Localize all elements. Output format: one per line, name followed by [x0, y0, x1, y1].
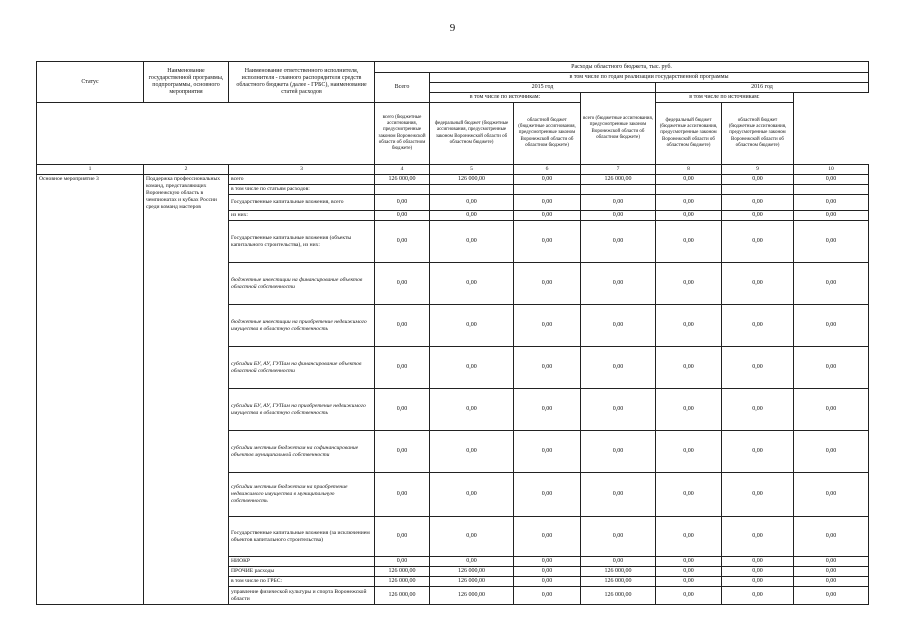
row-name: ПРОЧИЕ расходы [229, 567, 375, 577]
value-cell: 0,00 [722, 305, 794, 347]
value-cell: 126 000,00 [430, 567, 514, 577]
value-cell: 0,00 [656, 517, 722, 557]
row-name: всего [229, 175, 375, 185]
value-cell: 0,00 [722, 263, 794, 305]
value-cell: 0,00 [514, 175, 581, 185]
value-cell: 0,00 [722, 347, 794, 389]
value-cell: 126 000,00 [375, 577, 430, 587]
row-name: бюджетные инвестиции на приобретение недвижимого имущества в областную собственность [229, 305, 375, 347]
col-num: 4 [375, 165, 430, 175]
row-name: субсидии местным бюджетам на софинансирование объектов муниципальной собственности [229, 431, 375, 473]
value-cell: 0,00 [656, 211, 722, 221]
value-cell: 0,00 [656, 587, 722, 605]
row-name: в том числе по ГРБС: [229, 577, 375, 587]
col-num: 2 [144, 165, 229, 175]
value-cell: 0,00 [514, 473, 581, 517]
value-cell: 0,00 [430, 347, 514, 389]
value-cell: 0,00 [430, 431, 514, 473]
value-cell: 0,00 [722, 389, 794, 431]
value-cell: 0,00 [581, 517, 656, 557]
header-col8: всего (бюджетные ассигнования, предусмотренные законом Воронежской области об областном бюджете) [581, 93, 656, 165]
value-cell: 0,00 [794, 567, 869, 577]
value-cell: 0,00 [722, 587, 794, 605]
value-cell: 0,00 [581, 195, 656, 211]
value-cell: 0,00 [581, 221, 656, 263]
value-cell: 0,00 [430, 389, 514, 431]
header-col5: всего (бюджетные ассигнования, предусмотренные законом Воронежской области об областном бюджете) [375, 103, 430, 165]
value-cell: 0,00 [430, 211, 514, 221]
row-name: бюджетные инвестиции на финансирование объектов областной собственности [229, 263, 375, 305]
col-num: 6 [514, 165, 581, 175]
value-cell: 0,00 [430, 195, 514, 211]
header-expenses-title: Расходы областного бюджета, тыс. руб. [375, 62, 869, 73]
value-cell: 0,00 [514, 577, 581, 587]
value-cell: 0,00 [656, 347, 722, 389]
header-year-2015: 2015 год [430, 83, 656, 93]
col-num: 7 [581, 165, 656, 175]
budget-table [36, 61, 869, 605]
value-cell: 0,00 [794, 347, 869, 389]
value-cell: 0,00 [375, 195, 430, 211]
value-cell: 0,00 [722, 431, 794, 473]
value-cell: 0,00 [375, 431, 430, 473]
page-number: 9 [449, 22, 456, 34]
value-cell: 126 000,00 [375, 587, 430, 605]
value-cell: 126 000,00 [430, 577, 514, 587]
value-cell: 0,00 [794, 557, 869, 567]
value-cell: 0,00 [430, 517, 514, 557]
value-cell: 0,00 [722, 567, 794, 577]
value-cell: 0,00 [656, 221, 722, 263]
value-cell: 0,00 [656, 389, 722, 431]
header-2015-sources: в том числе по источникам: [430, 93, 581, 103]
header-by-years: в том числе по годам реализации государственной программы [430, 73, 869, 83]
value-cell: 0,00 [581, 305, 656, 347]
value-cell: 0,00 [794, 211, 869, 221]
row-name: субсидии БУ, АУ, ГУПам на приобретение недвижимого имущества в областную собственность [229, 389, 375, 431]
value-cell: 0,00 [514, 517, 581, 557]
col-num: 1 [37, 165, 144, 175]
value-cell: 0,00 [794, 221, 869, 263]
value-cell: 126 000,00 [581, 577, 656, 587]
header-col6b: федеральный бюджет (бюджетные ассигнования, предусмотренные законом Воронежской области об областном бюджете) [430, 103, 514, 165]
value-cell: 0,00 [514, 587, 581, 605]
value-cell: 126 000,00 [430, 587, 514, 605]
value-cell: 126 000,00 [581, 587, 656, 605]
value-cell: 126 000,00 [375, 567, 430, 577]
header-row-5 [37, 103, 869, 165]
value-cell: 126 000,00 [581, 567, 656, 577]
header-executor: Наименование ответственного исполнителя, исполнителя - главного распорядителя средств областного бюджета (далее - ГРБС), наименование статей расходов [229, 62, 375, 103]
header-vsego: Всего [375, 73, 430, 103]
value-cell: 0,00 [514, 195, 581, 211]
value-cell: 0,00 [581, 211, 656, 221]
header-row-1 [37, 62, 869, 73]
value-cell: 0,00 [375, 517, 430, 557]
value-cell: 0,00 [514, 347, 581, 389]
value-cell: 0,00 [794, 587, 869, 605]
value-cell: 0,00 [430, 263, 514, 305]
value-cell: 0,00 [430, 221, 514, 263]
value-cell: 0,00 [794, 473, 869, 517]
row-name: из них: [229, 211, 375, 221]
row-name: субсидии БУ, АУ, ГУПам на финансирование объектов областной собственности [229, 347, 375, 389]
value-cell: 0,00 [430, 473, 514, 517]
status-cell: Основное мероприятие 3 [37, 175, 144, 605]
value-cell: 0,00 [794, 517, 869, 557]
header-col7: областной бюджет (бюджетные ассигнования, предусмотренные законом Воронежской области об областном бюджете) [514, 103, 581, 165]
header-2016-sources: в том числе по источникам: [656, 93, 794, 103]
row-name: субсидии местным бюджетам на приобретение недвижимого имущества в муниципальную собственность [229, 473, 375, 517]
value-cell: 126 000,00 [430, 175, 514, 185]
col-num: 3 [229, 165, 375, 175]
value-cell: 0,00 [375, 473, 430, 517]
value-cell: 0,00 [514, 305, 581, 347]
value-cell: 0,00 [656, 195, 722, 211]
value-cell: 0,00 [722, 221, 794, 263]
value-cell: 0,00 [581, 389, 656, 431]
value-cell: 0,00 [375, 557, 430, 567]
value-cell: 0,00 [581, 431, 656, 473]
value-cell: 0,00 [794, 389, 869, 431]
value-cell: 0,00 [656, 175, 722, 185]
value-cell: 0,00 [514, 211, 581, 221]
value-cell: 0,00 [514, 557, 581, 567]
value-cell: 0,00 [722, 473, 794, 517]
value-cell: 0,00 [722, 517, 794, 557]
value-cell: 0,00 [722, 211, 794, 221]
row-name: Государственные капитальные вложения (за исключением объектов капитального строительства) [229, 517, 375, 557]
value-cell: 0,00 [514, 221, 581, 263]
value-cell: 0,00 [656, 577, 722, 587]
row-name: управление физической культуры и спорта Воронежской области [229, 587, 375, 605]
value-cell: 0,00 [656, 431, 722, 473]
column-numbers-row [37, 165, 869, 175]
value-cell: 0,00 [722, 195, 794, 211]
col-num: 5 [430, 165, 514, 175]
value-cell: 0,00 [656, 557, 722, 567]
table-row [37, 175, 869, 185]
col-num: 10 [794, 165, 869, 175]
header-program-name: Наименование государственной программы, подпрограммы, основного мероприятия [144, 62, 229, 103]
value-cell: 0,00 [794, 577, 869, 587]
row-name: Государственные капитальные вложения, всего [229, 195, 375, 211]
value-cell: 0,00 [581, 473, 656, 517]
value-cell: 0,00 [722, 557, 794, 567]
value-cell: 0,00 [794, 431, 869, 473]
value-cell: 0,00 [794, 175, 869, 185]
value-cell: 0,00 [375, 347, 430, 389]
value-cell: 0,00 [794, 195, 869, 211]
value-cell: 0,00 [514, 389, 581, 431]
value-cell: 0,00 [656, 473, 722, 517]
header-status: Статус [37, 62, 144, 103]
value-cell: 0,00 [656, 263, 722, 305]
program-cell: Поддержка профессиональных команд, представляющих Воронежскую область в чемпионатах и кубках России среди команд мастеров [144, 175, 229, 605]
col-num: 8 [656, 165, 722, 175]
col-num: 9 [722, 165, 794, 175]
value-cell: 126 000,00 [581, 175, 656, 185]
value-cell: 0,00 [430, 305, 514, 347]
header-year-2016: 2016 год [656, 83, 869, 93]
value-cell: 0,00 [514, 567, 581, 577]
value-cell: 0,00 [794, 305, 869, 347]
value-cell: 0,00 [581, 557, 656, 567]
value-cell: 0,00 [514, 431, 581, 473]
value-cell: 0,00 [581, 347, 656, 389]
value-cell: 0,00 [375, 211, 430, 221]
row-name: НИОКР [229, 557, 375, 567]
value-cell: 0,00 [514, 263, 581, 305]
value-cell: 0,00 [581, 263, 656, 305]
value-cell: 0,00 [656, 567, 722, 577]
row-name: Государственные капитальные вложения (объекты капитального строительства), из них: [229, 221, 375, 263]
value-cell: 0,00 [375, 263, 430, 305]
value-cell: 0,00 [722, 577, 794, 587]
value-cell: 0,00 [430, 557, 514, 567]
header-col9: федеральный бюджет (бюджетные ассигнования, предусмотренные законом Воронежской области об областном бюджете) [656, 103, 722, 165]
header-col10: областной бюджет (бюджетные ассигнования, предусмотренные законом Воронежской области об областном бюджете) [722, 103, 794, 165]
value-cell: 0,00 [656, 305, 722, 347]
row-name: в том числе по статьям расходов: [229, 185, 375, 195]
value-cell: 0,00 [375, 389, 430, 431]
value-cell: 0,00 [794, 263, 869, 305]
value-cell: 0,00 [722, 175, 794, 185]
value-cell: 0,00 [375, 305, 430, 347]
value-cell: 0,00 [375, 221, 430, 263]
value-cell: 126 000,00 [375, 175, 430, 185]
